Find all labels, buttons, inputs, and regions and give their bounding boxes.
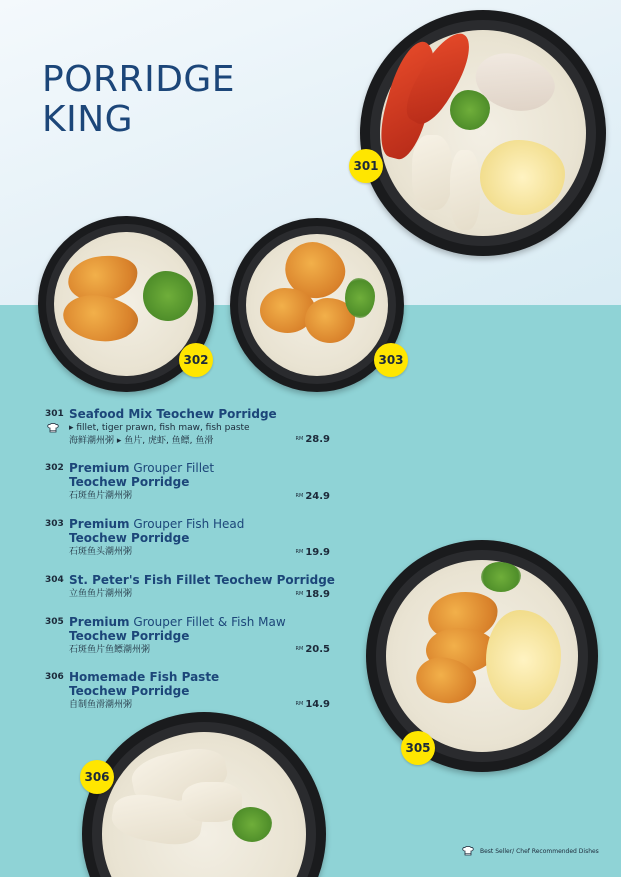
currency-label: RM <box>295 701 304 707</box>
currency-label: RM <box>295 646 304 652</box>
item-chinese-name: 石斑鱼头潮州粥 <box>69 547 133 557</box>
item-name-bold: Premium <box>69 615 130 629</box>
item-number: 305 <box>45 617 64 627</box>
dish-number-badge-306: 306 <box>80 760 114 794</box>
price-value: 20.5 <box>305 644 330 655</box>
item-price <box>290 491 330 502</box>
item-chinese-name: 立鱼鱼片潮州粥 <box>69 589 133 599</box>
item-chinese-name: 自制鱼滑潮州粥 <box>69 700 133 710</box>
price-value: 24.9 <box>305 491 330 502</box>
item-description: ▸ fillet, tiger prawn, fish maw, fish paste <box>69 423 250 433</box>
price-value: 14.9 <box>305 699 330 710</box>
item-name <box>69 615 329 643</box>
item-chinese-name: 石斑鱼片潮州粥 <box>69 491 133 501</box>
item-number: 303 <box>45 519 64 529</box>
item-price <box>290 589 330 600</box>
item-name-rest: Grouper Fish Head <box>129 517 245 531</box>
item-name-bold: Premium <box>69 461 130 475</box>
item-name-line2: Teochew Porridge <box>69 475 190 489</box>
legend-text: Best Seller/ Chef Recommended Dishes <box>480 848 599 855</box>
dish-number-badge-302: 302 <box>179 343 213 377</box>
currency-label: RM <box>295 549 304 555</box>
chef-hat-icon <box>47 423 59 434</box>
item-name-rest: Grouper Fillet <box>129 461 215 475</box>
currency-label: RM <box>295 493 304 499</box>
item-chinese-name: 石斑鱼片鱼鳔潮州粥 <box>69 645 151 655</box>
item-price <box>290 434 330 445</box>
dish-image-301 <box>360 10 606 256</box>
item-name: Seafood Mix Teochew Porridge <box>69 407 277 421</box>
currency-label: RM <box>295 436 304 442</box>
item-name-line1: Homemade Fish Paste <box>69 670 220 684</box>
item-name <box>69 461 319 489</box>
item-name: St. Peter's Fish Fillet Teochew Porridge <box>69 573 335 587</box>
price-value: 18.9 <box>305 589 330 600</box>
item-number: 304 <box>45 575 64 585</box>
dish-number-badge-305: 305 <box>401 731 435 765</box>
item-number: 306 <box>45 672 64 682</box>
item-price <box>290 644 330 655</box>
page-title <box>42 60 235 140</box>
dish-image-305 <box>366 540 598 772</box>
item-price <box>290 547 330 558</box>
price-value: 28.9 <box>305 434 330 445</box>
item-name-rest: Grouper Fillet & Fish Maw <box>129 615 286 629</box>
dish-number-badge-301: 301 <box>349 149 383 183</box>
legend <box>462 846 599 857</box>
item-name-line2: Teochew Porridge <box>69 531 190 545</box>
title-line-2: KING <box>42 99 134 140</box>
item-name <box>69 517 319 545</box>
item-chinese-name: 海鲜潮州粥 ▸ 鱼片, 虎虾, 鱼鳔, 鱼滑 <box>69 436 214 446</box>
title-line-1: PORRIDGE <box>42 59 236 100</box>
item-name-bold: Premium <box>69 517 130 531</box>
currency-label: RM <box>295 591 304 597</box>
item-name <box>69 670 319 698</box>
dish-number-badge-303: 303 <box>374 343 408 377</box>
item-number: 302 <box>45 463 64 473</box>
price-value: 19.9 <box>305 547 330 558</box>
item-number: 301 <box>45 409 64 419</box>
item-name-line2: Teochew Porridge <box>69 684 190 698</box>
item-name-line2: Teochew Porridge <box>69 629 190 643</box>
item-price <box>290 699 330 710</box>
chef-hat-icon <box>462 846 474 857</box>
